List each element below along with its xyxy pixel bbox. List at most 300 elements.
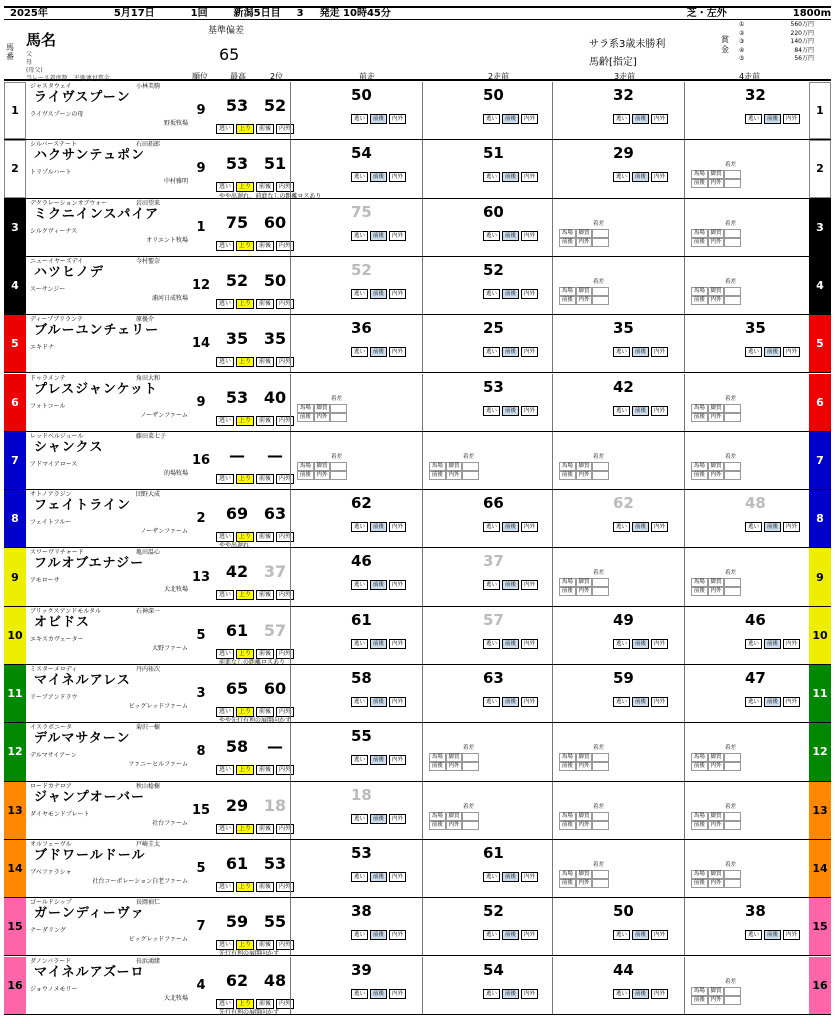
past-race[interactable] xyxy=(552,840,684,897)
grid-baba: 馬場 xyxy=(691,870,708,879)
tag-zengo: 前後 xyxy=(502,114,519,124)
past-index: 59 xyxy=(613,669,634,687)
past-race[interactable] xyxy=(684,432,816,489)
past-race[interactable] xyxy=(684,607,816,664)
page-title: 馬名 xyxy=(26,31,57,49)
past-index: 49 xyxy=(613,610,634,629)
past-race[interactable] xyxy=(422,665,554,722)
dam-name: エキドナ xyxy=(30,344,55,352)
jockey-name: 今村聖奈 xyxy=(136,257,161,265)
tag-naigai: 内外 xyxy=(276,940,294,950)
track: 芝・左外 xyxy=(686,8,727,19)
horse-name[interactable]: ミクニインスパイア xyxy=(34,206,159,222)
tag-naigai: 内外 xyxy=(276,241,294,251)
horse-number: 3 xyxy=(4,199,26,256)
grid-baba: 馬場 xyxy=(429,753,446,762)
tag-nige: 逃い xyxy=(483,347,500,357)
sire-name: ドゥラメンテ xyxy=(30,374,66,382)
past-race[interactable] xyxy=(290,723,422,780)
past-race[interactable] xyxy=(552,490,684,547)
dam-name: フェイトフルー xyxy=(30,519,72,527)
past-race[interactable] xyxy=(422,374,554,431)
past-tags xyxy=(613,114,668,124)
past-race[interactable] xyxy=(290,82,422,139)
past-tags xyxy=(351,639,406,649)
tag-nige: 逃い xyxy=(216,357,234,367)
past-empty-grid xyxy=(691,170,741,188)
chakusa-label: 着差 xyxy=(725,395,737,402)
tag-nige: 逃い xyxy=(351,231,368,241)
horse-row[interactable] xyxy=(4,898,831,956)
past-race[interactable] xyxy=(552,257,684,314)
past-tags xyxy=(613,989,668,999)
tag-naigai: 内外 xyxy=(276,999,294,1009)
past-tags xyxy=(351,289,406,299)
tag-zengo: 前後 xyxy=(256,940,274,950)
index-high: 62 xyxy=(225,970,249,990)
past-race[interactable] xyxy=(552,199,684,256)
tag-naigai: 内外 xyxy=(521,697,538,707)
jockey-name: 小林美駒 xyxy=(136,83,161,90)
horse-name[interactable]: ブドワールドール xyxy=(34,847,146,863)
past-race[interactable] xyxy=(422,898,554,955)
tag-nige: 逃い xyxy=(483,930,500,940)
past-race[interactable] xyxy=(684,374,816,431)
horse-row[interactable] xyxy=(4,82,831,140)
jockey-name: 石神深一 xyxy=(136,607,161,615)
race-info xyxy=(4,21,831,81)
past-race[interactable] xyxy=(422,607,554,664)
tag-agari: 上り xyxy=(236,940,254,950)
past-race[interactable] xyxy=(684,782,816,839)
past-race[interactable] xyxy=(684,199,816,256)
dam-name: シルクヴィーナス xyxy=(30,227,78,235)
index-second: 50 xyxy=(263,270,287,290)
horse-row[interactable] xyxy=(4,140,831,198)
past-race[interactable] xyxy=(422,957,554,1014)
past-race[interactable] xyxy=(290,140,422,197)
past-race[interactable] xyxy=(552,665,684,722)
past-tags xyxy=(351,347,406,357)
past-race[interactable] xyxy=(684,315,816,372)
grid-nai: 内外 xyxy=(708,587,725,596)
tag-nige: 逃い xyxy=(483,289,500,299)
dam-name: ライヴスプーンの母 xyxy=(30,111,84,118)
sire-name: レッドベルジュール xyxy=(30,432,84,440)
jockey-name: 角田大和 xyxy=(136,374,161,382)
past-index: 35 xyxy=(613,319,634,338)
past-race[interactable] xyxy=(422,140,554,197)
past-index: 38 xyxy=(745,902,766,921)
breeder-name: ビッグレッドファーム xyxy=(128,703,188,710)
chakusa-label: 着差 xyxy=(331,453,343,460)
past-index: 61 xyxy=(483,843,504,862)
breeder-name: ノーザンファーム xyxy=(140,528,188,536)
past-race[interactable] xyxy=(290,665,422,722)
tag-naigai: 内外 xyxy=(276,357,294,367)
tag-nige: 逃い xyxy=(351,522,368,532)
grid-baba: 馬場 xyxy=(429,462,446,471)
past-race[interactable] xyxy=(422,782,554,839)
past-race[interactable] xyxy=(684,82,816,139)
past-race[interactable] xyxy=(290,548,422,605)
race-note: 先行有利の展開向かず xyxy=(219,1008,280,1016)
tag-nige: 逃い xyxy=(351,172,368,182)
horse-name[interactable]: オビドス xyxy=(34,614,90,630)
prize-label: 賞金 xyxy=(721,35,729,54)
horse-name[interactable]: プレスジャンケット xyxy=(34,381,158,397)
index-high: 53 xyxy=(225,96,249,115)
horse-row[interactable] xyxy=(4,840,831,898)
grid-baba: 馬場 xyxy=(691,812,708,821)
horse-number-right: 16 xyxy=(809,957,831,1014)
horse-number: 10 xyxy=(4,607,26,664)
grid-blank xyxy=(724,413,741,422)
past-race[interactable] xyxy=(552,723,684,780)
past-race[interactable] xyxy=(684,665,816,722)
horse-info xyxy=(28,723,190,780)
grid-baba: 馬場 xyxy=(559,287,576,296)
past-race[interactable] xyxy=(290,898,422,955)
chakusa-label: 着差 xyxy=(593,278,605,285)
tag-naigai: 内外 xyxy=(389,289,406,299)
jockey-name: 亀田温心 xyxy=(136,549,161,557)
chakusa-label: 着差 xyxy=(331,395,343,402)
past-tags xyxy=(745,697,800,707)
horse-name[interactable]: フルオブエナジー xyxy=(34,556,145,572)
horse-name[interactable]: ガーンディーヴァ xyxy=(34,906,145,922)
tag-zengo: 前後 xyxy=(632,114,649,124)
grid-baba: 馬場 xyxy=(297,462,314,471)
past-race[interactable] xyxy=(552,315,684,372)
horse-name[interactable]: ハクサンテュポン xyxy=(34,148,145,164)
grid-nai: 内外 xyxy=(446,471,463,480)
past-race[interactable] xyxy=(552,374,684,431)
past-race[interactable] xyxy=(684,140,816,197)
grid-blank xyxy=(592,287,609,296)
tag-nige: 逃い xyxy=(351,697,368,707)
past-race[interactable] xyxy=(422,315,554,372)
past-tags xyxy=(483,289,538,299)
past-race[interactable] xyxy=(422,432,554,489)
past-race[interactable] xyxy=(290,840,422,897)
tag-zengo: 前後 xyxy=(632,989,649,999)
dam-name: フォトコール xyxy=(30,402,66,410)
chakusa-label: 着差 xyxy=(463,453,475,460)
past-race[interactable] xyxy=(552,898,684,955)
tag-nige: 逃い xyxy=(351,814,368,824)
horse-row[interactable] xyxy=(4,432,831,490)
tag-zengo: 前後 xyxy=(764,522,781,532)
horse-row[interactable] xyxy=(4,607,831,665)
grid-zen: 前後 xyxy=(559,879,576,888)
past-empty-grid xyxy=(559,462,609,480)
tag-nige: 逃い xyxy=(216,241,234,251)
past-index: 61 xyxy=(351,610,372,629)
grid-blank xyxy=(462,471,479,480)
breeder-name: 大北牧場 xyxy=(163,586,188,594)
past-index: 52 xyxy=(351,260,372,279)
grid-kyaku: 脚質 xyxy=(576,229,593,238)
horse-number: 16 xyxy=(4,957,26,1014)
past-tags xyxy=(613,697,668,707)
tag-zengo: 前後 xyxy=(370,347,387,357)
index-high: 65 xyxy=(225,679,249,698)
style-tags xyxy=(216,124,294,134)
grid-blank xyxy=(592,821,609,830)
tag-agari: 上り xyxy=(236,882,254,892)
tag-agari: 上り xyxy=(236,707,254,717)
tag-nige: 逃い xyxy=(483,522,500,532)
grid-blank xyxy=(330,471,347,480)
tag-nige: 逃い xyxy=(745,114,762,124)
past-race[interactable] xyxy=(684,723,816,780)
prize-value: 140万円 xyxy=(790,38,814,45)
tag-agari: 上り xyxy=(236,357,254,367)
grid-blank xyxy=(724,987,741,996)
grid-blank xyxy=(592,753,609,762)
past-race[interactable] xyxy=(290,315,422,372)
past-empty-grid xyxy=(691,462,741,480)
grid-nai: 内外 xyxy=(576,879,593,888)
past-index: 44 xyxy=(613,960,634,979)
horse-number: 13 xyxy=(4,782,26,839)
past-race[interactable] xyxy=(422,199,554,256)
index-second: 60 xyxy=(263,679,287,698)
style-tags xyxy=(216,357,294,367)
race-class: サラ系3歳未勝利 xyxy=(589,39,666,50)
tag-nige: 逃い xyxy=(216,299,234,309)
index-second: 52 xyxy=(263,96,287,115)
col-high: 最高 xyxy=(230,72,246,81)
tag-nige: 逃い xyxy=(745,639,762,649)
past-race[interactable] xyxy=(290,782,422,839)
rank: 9 xyxy=(196,103,206,119)
horse-name[interactable]: ジャンプオーバー xyxy=(34,789,145,805)
grid-baba: 馬場 xyxy=(691,987,708,996)
horse-row[interactable] xyxy=(4,548,831,606)
dam-name: アドマイアロース xyxy=(30,460,78,468)
past-race[interactable] xyxy=(422,257,554,314)
breeder-name: 中村雅明 xyxy=(163,178,188,186)
past-index: 55 xyxy=(351,727,372,746)
sire-name: ニューイヤーズデイ xyxy=(30,257,84,265)
grid-blank xyxy=(724,812,741,821)
horse-row[interactable] xyxy=(4,374,831,432)
index-high: 59 xyxy=(225,912,249,932)
past-race[interactable] xyxy=(684,840,816,897)
prize-rank: ④ xyxy=(739,46,745,54)
horse-number-right: 2 xyxy=(809,140,831,197)
past-index: 57 xyxy=(483,610,504,629)
tag-nige: 逃い xyxy=(216,590,234,600)
tag-naigai: 内外 xyxy=(389,755,406,765)
style-tags xyxy=(216,474,294,484)
horse-row[interactable] xyxy=(4,199,831,257)
horse-number: 12 xyxy=(4,723,26,780)
horse-number-right: 6 xyxy=(809,374,831,431)
grid-zen: 前後 xyxy=(691,471,708,480)
past-race[interactable] xyxy=(290,432,422,489)
grid-blank xyxy=(462,462,479,471)
horse-row[interactable] xyxy=(4,665,831,723)
past-race[interactable] xyxy=(290,607,422,664)
tag-nige: 逃い xyxy=(216,649,234,659)
horse-name[interactable]: フェイトライン xyxy=(34,498,131,514)
tag-nige: 逃い xyxy=(351,114,368,124)
tag-agari: 上り xyxy=(236,241,254,251)
sire-name: ジャスタウェイ xyxy=(30,83,72,90)
grid-nai: 内外 xyxy=(576,762,593,771)
tag-zengo: 前後 xyxy=(370,989,387,999)
grid-nai: 内外 xyxy=(576,238,593,247)
past-index: 54 xyxy=(351,144,372,163)
race-note: やや先行有利の展開向かず xyxy=(219,717,292,725)
grid-zen: 前後 xyxy=(297,413,314,422)
tag-zengo: 前後 xyxy=(764,639,781,649)
horse-row[interactable] xyxy=(4,957,831,1015)
tag-agari: 上り xyxy=(236,474,254,484)
dam-name: アモローサ xyxy=(30,577,60,585)
past-race[interactable] xyxy=(684,257,816,314)
horse-row[interactable] xyxy=(4,257,831,315)
horse-info xyxy=(28,140,190,197)
grid-zen: 前後 xyxy=(691,821,708,830)
damsire-label: (母父) xyxy=(26,67,43,74)
dam-name: トリプルハート xyxy=(30,169,72,177)
past-race[interactable] xyxy=(422,840,554,897)
past-race[interactable] xyxy=(290,257,422,314)
horse-info xyxy=(28,840,190,897)
horse-name[interactable]: マイネルアレス xyxy=(34,673,131,688)
tag-naigai: 内外 xyxy=(276,707,294,717)
past-race[interactable] xyxy=(552,82,684,139)
grid-baba: 馬場 xyxy=(559,229,576,238)
grid-zen: 前後 xyxy=(691,996,708,1005)
tag-nige: 逃い xyxy=(216,824,234,834)
past-index: 58 xyxy=(351,669,372,687)
prize-rank: ② xyxy=(739,29,745,37)
past-index: 62 xyxy=(613,494,634,513)
tag-zengo: 前後 xyxy=(632,639,649,649)
past-empty-grid xyxy=(691,812,741,830)
grid-nai: 内外 xyxy=(708,238,725,247)
past-empty-grid xyxy=(297,404,347,422)
sire-name: シルバーステート xyxy=(30,141,78,149)
prize-rank: ③ xyxy=(739,38,745,45)
past-race[interactable] xyxy=(552,548,684,605)
past-race[interactable] xyxy=(290,957,422,1014)
past-race[interactable] xyxy=(552,607,684,664)
horse-name[interactable]: デルマサターン xyxy=(34,731,131,747)
rank: 2 xyxy=(196,511,206,527)
past-race[interactable] xyxy=(552,957,684,1014)
past-tags xyxy=(351,814,406,824)
dam-name: リーブアンドラウ xyxy=(30,694,78,701)
chakusa-label: 着差 xyxy=(725,453,737,460)
index-high: 29 xyxy=(225,795,249,815)
tag-zengo: 前後 xyxy=(256,299,274,309)
past-race[interactable] xyxy=(422,490,554,547)
past-race[interactable] xyxy=(684,898,816,955)
index-second: 35 xyxy=(263,329,287,349)
tag-zengo: 前後 xyxy=(632,930,649,940)
past-race[interactable] xyxy=(290,490,422,547)
tag-zengo: 前後 xyxy=(502,697,519,707)
tag-naigai: 内外 xyxy=(389,347,406,357)
tag-agari: 上り xyxy=(236,649,254,659)
past-race[interactable] xyxy=(684,490,816,547)
grid-blank xyxy=(330,462,347,471)
horse-name[interactable]: シャンクス xyxy=(34,439,104,455)
past-race[interactable] xyxy=(290,199,422,256)
tag-nige: 逃い xyxy=(613,989,630,999)
tag-naigai: 内外 xyxy=(521,231,538,241)
horse-row[interactable] xyxy=(4,723,831,781)
past-tags xyxy=(483,930,538,940)
past-tags xyxy=(483,347,538,357)
grid-zen: 前後 xyxy=(691,762,708,771)
tag-zengo: 前後 xyxy=(256,882,274,892)
horse-name[interactable]: ハツヒノデ xyxy=(34,264,104,280)
horse-name[interactable]: マイネルアズーロ xyxy=(34,964,145,980)
past-race[interactable] xyxy=(422,82,554,139)
tag-agari: 上り xyxy=(236,999,254,1009)
tag-nige: 逃い xyxy=(483,406,500,416)
tag-nige: 逃い xyxy=(216,707,234,717)
tag-nige: 逃い xyxy=(351,989,368,999)
grid-baba: 馬場 xyxy=(559,578,576,587)
past-tags xyxy=(351,172,406,182)
grid-blank xyxy=(724,229,741,238)
grid-nai: 内外 xyxy=(708,996,725,1005)
past-race[interactable] xyxy=(422,723,554,780)
index-high: 61 xyxy=(225,620,249,640)
past-index: 36 xyxy=(351,319,372,338)
past-race[interactable] xyxy=(422,548,554,605)
uma-ban-label: 馬番 xyxy=(6,43,14,61)
tag-nige: 逃い xyxy=(216,765,234,775)
breeder-name: 浦河日成牧場 xyxy=(151,294,188,302)
rank: 15 xyxy=(191,802,211,818)
breeder-name: 野坂牧場 xyxy=(163,120,188,127)
grid-blank xyxy=(724,879,741,888)
tag-zengo: 前後 xyxy=(370,172,387,182)
past-race[interactable] xyxy=(552,432,684,489)
tag-naigai: 内外 xyxy=(521,872,538,882)
grid-baba: 馬場 xyxy=(691,229,708,238)
horse-row[interactable] xyxy=(4,315,831,373)
grid-baba: 馬場 xyxy=(559,812,576,821)
grid-blank xyxy=(724,404,741,413)
grid-blank xyxy=(592,812,609,821)
horse-name[interactable]: ブルーユンチェリー xyxy=(34,323,160,339)
past-race[interactable] xyxy=(552,782,684,839)
horse-number-right: 12 xyxy=(809,723,831,780)
past-race[interactable] xyxy=(684,957,816,1014)
dam-name: スーサンジー xyxy=(30,285,66,293)
tag-nige: 逃い xyxy=(216,882,234,892)
horse-row[interactable] xyxy=(4,782,831,840)
tag-naigai: 内外 xyxy=(276,590,294,600)
past-race[interactable] xyxy=(684,548,816,605)
past-race[interactable] xyxy=(290,374,422,431)
horse-name[interactable]: ライヴスプーン xyxy=(34,90,131,105)
past-race[interactable] xyxy=(552,140,684,197)
grid-zen: 前後 xyxy=(691,238,708,247)
tag-naigai: 内外 xyxy=(651,989,668,999)
horse-row[interactable] xyxy=(4,490,831,548)
